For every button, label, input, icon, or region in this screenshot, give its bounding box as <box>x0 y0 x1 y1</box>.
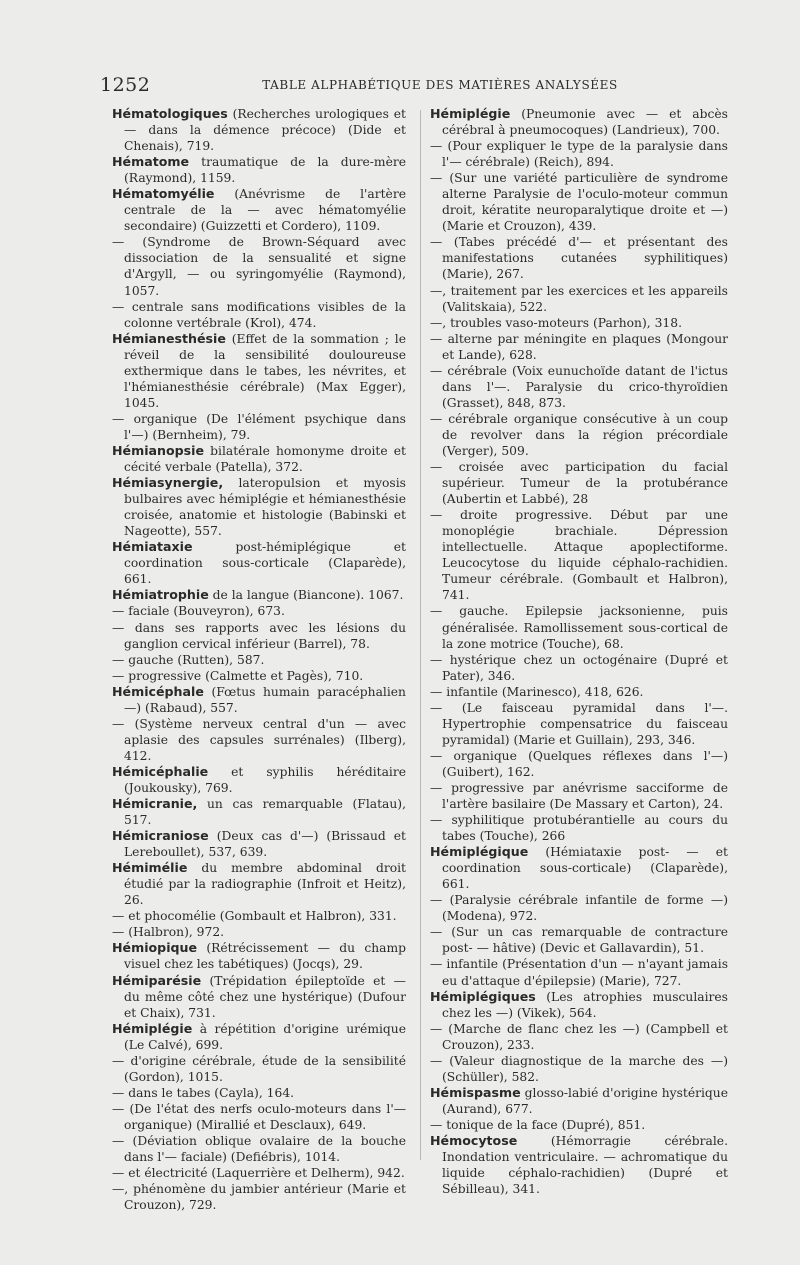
entry-text: bilatérale homonyme droite et cécité verbale (Patella), 372. <box>124 443 406 475</box>
index-entry <box>112 299 406 331</box>
index-entry <box>112 603 406 619</box>
index-entry <box>112 940 406 972</box>
entry-text: — cérébrale (Voix eunuchoïde datant de l'ictus dans l'—. Paralysie du crico-thyroïdien (Grasset), 848, 873. <box>430 363 728 410</box>
entry-text: —, traitement par les exercices et les appareils (Valitskaia), 522. <box>430 283 728 314</box>
entry-headword: Hémiasynergie, <box>112 475 224 491</box>
index-entry <box>112 443 406 475</box>
entry-text: — (Déviation oblique ovalaire de la bouche dans l'— faciale) (Defiébris), 1014. <box>112 1134 406 1165</box>
entry-text: — dans ses rapports avec les lésions du ganglion cervical inférieur (Barrel), 78. <box>112 620 406 651</box>
entry-text: — cérébrale organique consécutive à un coup de revolver dans la région précordiale (Verger), 509. <box>430 411 728 458</box>
index-entry <box>430 652 728 684</box>
index-entry <box>112 106 406 154</box>
entry-headword: Hémicéphalie <box>112 763 209 779</box>
entry-text: — faciale (Bouveyron), 673. <box>112 604 285 619</box>
index-entry <box>430 1117 728 1133</box>
entry-headword: Hémiatrophie <box>112 587 209 603</box>
entry-headword: Hémiopique <box>112 940 198 956</box>
entry-text: —, troubles vaso-moteurs (Parhon), 318. <box>430 315 682 330</box>
index-entry <box>430 956 728 988</box>
index-entry <box>430 507 728 603</box>
index-entry <box>112 1181 406 1213</box>
entry-text: (Deux cas d'—) (Brissaud et Lereboullet), 537, 639. <box>124 829 406 860</box>
entry-text: du membre abdominal droit étudié par la radiographie (Infroit et Heitz), 26. <box>124 861 406 908</box>
entry-text: — dans le tabes (Cayla), 164. <box>112 1085 295 1100</box>
index-entry <box>112 154 406 186</box>
index-entry <box>430 844 728 892</box>
entry-text: — et électricité (Laquerrière et Delherm), 942. <box>112 1166 405 1181</box>
entry-text: — (Sur une variété particulière de syndrome alterne Paralysie de l'oculo-moteur commun droit, kératite neuroparalytique droite et —) (Marie et Crouzon), 439. <box>430 171 728 234</box>
index-entry <box>430 1053 728 1085</box>
index-entry <box>430 700 728 748</box>
entry-headword: Hémianopsie <box>112 442 205 458</box>
index-entry <box>430 812 728 844</box>
entry-text: à répétition d'origine urémique (Le Calvé), 699. <box>124 1021 406 1052</box>
entry-headword: Hémiplégie <box>430 106 511 121</box>
entry-text: (Recherches urologiques et — dans la démence précoce) (Dide et Chenais), 719. <box>124 107 406 154</box>
index-entry <box>112 716 406 764</box>
index-entry <box>112 973 406 1021</box>
entry-text: traumatique de la dure-mère (Raymond), 1159. <box>124 155 406 186</box>
index-entry <box>112 860 406 908</box>
entry-text: — organique (Quelques réflexes dans l'—) (Guibert), 162. <box>430 748 728 779</box>
entry-text: (Les atrophies musculaires chez les —) (Vikek), 564. <box>442 989 728 1020</box>
entry-text: un cas remarquable (Flatau), 517. <box>124 797 406 828</box>
entry-text: — (Paralysie cérébrale infantile de forme —) (Modena), 972. <box>430 893 728 924</box>
index-entry <box>112 234 406 298</box>
column-divider <box>420 110 421 1160</box>
index-entry <box>112 1053 406 1085</box>
entry-text: — infantile (Marinesco), 418, 626. <box>430 684 644 699</box>
entry-headword: Hématome <box>112 154 190 170</box>
index-entry <box>430 892 728 924</box>
entry-text: — d'origine cérébrale, étude de la sensibilité (Gordon), 1015. <box>112 1053 406 1084</box>
entry-text: — syphilitique protubérantielle au cours du tabes (Touche), 266 <box>430 813 728 844</box>
index-entry <box>112 684 406 716</box>
index-entry <box>112 620 406 652</box>
index-entry <box>112 764 406 796</box>
index-entry <box>112 1101 406 1133</box>
index-entry <box>430 331 728 363</box>
entry-text: — (Marche de flanc chez les —) (Campbell et Crouzon), 233. <box>430 1021 728 1052</box>
entry-text: — et phocomélie (Gombault et Halbron), 331. <box>112 909 397 924</box>
entry-headword: Hémianesthésie <box>112 330 226 346</box>
index-entry <box>430 748 728 780</box>
entry-headword: Hémiplégique <box>430 844 529 860</box>
index-entry <box>112 331 406 411</box>
entry-text: (Pneumonie avec — et abcès cérébral à pneumocoques) (Landrieux), 700. <box>442 107 728 138</box>
index-entry <box>430 1133 728 1197</box>
entry-text: (Anévrisme de l'artère centrale de la — avec hématomyélie secondaire) (Guizzetti et Cordero), 1109. <box>124 187 406 234</box>
entry-text: post-hémiplégique et coordination sous-corticale (Claparède), 661. <box>124 540 406 587</box>
entry-headword: Hémiplégiques <box>430 988 536 1004</box>
index-entry <box>430 315 728 331</box>
entry-text: de la langue (Biancone). 1067. <box>212 588 404 603</box>
entry-text: — (Pour expliquer le type de la paralysie dans l'— cérébrale) (Reich), 894. <box>430 139 728 170</box>
index-entry <box>430 459 728 507</box>
index-entry <box>430 234 728 282</box>
entry-headword: Hémiataxie <box>112 539 193 555</box>
index-entry <box>112 828 406 860</box>
entry-headword: Hémispasme <box>430 1084 521 1100</box>
entry-headword: Hémimélie <box>112 860 188 876</box>
entry-text: — organique (De l'élément psychique dans l'—) (Bernheim), 79. <box>112 411 406 442</box>
entry-headword: Hématologiques <box>112 106 228 121</box>
index-entry <box>112 587 406 603</box>
entry-text: — progressive par anévrisme sacciforme de l'artère basilaire (De Massary et Carton), 24. <box>430 780 728 812</box>
index-entry <box>112 186 406 234</box>
entry-text: — (Halbron), 972. <box>112 925 225 940</box>
index-entry <box>430 1085 728 1117</box>
entry-text: — droite progressive. Début par une monoplégie brachiale. Dépression intellectuelle. Attaque apoplectiforme. Leucocytose du liquide céphalo-rachidien. Tumeur cérébrale. (Gombault et Halbron), 741. <box>430 508 728 603</box>
index-entry <box>112 1165 406 1181</box>
index-entry <box>112 652 406 668</box>
entry-text: (Fœtus humain paracéphalien —) (Rabaud), 557. <box>124 684 406 715</box>
entry-text: — progressive (Calmette et Pagès), 710. <box>112 668 364 683</box>
entry-headword: Hémiplégie <box>112 1020 193 1036</box>
index-entry <box>112 539 406 587</box>
index-entry <box>430 106 728 138</box>
index-entry <box>430 603 728 651</box>
entry-text: — tonique de la face (Dupré), 851. <box>430 1117 646 1132</box>
index-entry <box>430 283 728 315</box>
entry-text: — (Tabes précédé d'— et présentant des manifestations cutanées syphilitiques) (Marie), 267. <box>430 235 728 282</box>
entry-headword: Hémicéphale <box>112 683 204 699</box>
index-entry <box>112 1133 406 1165</box>
entry-text: et syphilis héréditaire (Joukousky), 769. <box>124 764 406 795</box>
index-entry <box>430 989 728 1021</box>
index-entry <box>430 684 728 700</box>
entry-headword: Hémicranie, <box>112 796 198 812</box>
entry-text: — infantile (Présentation d'un — n'ayant jamais eu d'attaque d'épilepsie) (Marie), 727. <box>430 957 728 988</box>
page-header <box>100 74 740 94</box>
index-entry <box>430 780 728 812</box>
index-entry <box>112 1085 406 1101</box>
page-number: 1252 <box>100 74 151 96</box>
entry-headword: Hématomyélie <box>112 186 215 202</box>
entry-text: — (Syndrome de Brown-Séquard avec dissociation de la sensualité et signe d'Argyll, — ou syringomyélie (Raymond), 1057. <box>112 235 406 298</box>
entry-text: — gauche (Rutten), 587. <box>112 652 265 667</box>
entry-text: — (Système nerveux central d'un — avec aplasie des capsules surrénales) (Ilberg), 412. <box>112 716 406 763</box>
entry-text: — alterne par méningite en plaques (Mongour et Lande), 628. <box>430 331 728 362</box>
index-entry <box>430 170 728 234</box>
entry-headword: Hémocytose <box>430 1133 518 1148</box>
entry-text: — centrale sans modifications visibles de la colonne vertébrale (Krol), 474. <box>112 299 406 330</box>
index-entry <box>112 475 406 539</box>
index-entry <box>112 1021 406 1053</box>
entry-text: glosso-labié d'origine hystérique (Aurand), 677. <box>442 1085 728 1116</box>
index-entry <box>430 363 728 411</box>
running-title: TABLE ALPHABÉTIQUE DES MATIÈRES ANALYSÉES <box>262 78 618 92</box>
index-entry <box>112 924 406 940</box>
index-column-right <box>430 106 728 1197</box>
index-entry <box>112 908 406 924</box>
entry-text: — (Le faisceau pyramidal dans l'—. Hypertrophie compensatrice du faisceau pyramidal) (Marie et Guillain), 293, 346. <box>430 700 728 747</box>
entry-headword: Hémicraniose <box>112 828 209 844</box>
index-entry <box>112 411 406 443</box>
index-entry <box>430 924 728 956</box>
entry-text: — (De l'état des nerfs oculo-moteurs dans l'— organique) (Mirallié et Desclaux), 649. <box>112 1101 406 1132</box>
entry-text: (Hémorragie cérébrale. Inondation ventriculaire. — achromatique du liquide céphalo-rachidien) (Dupré et Sébilleau), 341. <box>442 1134 728 1197</box>
entry-text: (Effet de la sommation ; le réveil de la sensibilité douloureuse exthermique dans le tabes, les névrites, et l'hémianesthésie cérébrale) (Max Egger), 1045. <box>124 331 406 410</box>
entry-text: —, phénomène du jambier antérieur (Marie et Crouzon), 729. <box>112 1182 406 1213</box>
entry-text: — (Valeur diagnostique de la marche des —) (Schüller), 582. <box>430 1053 728 1084</box>
entry-text: — croisée avec participation du facial supérieur. Tumeur de la protubérance (Aubertin et Labbé), 28 <box>430 460 728 507</box>
entry-text: (Rétrécissement — du champ visuel chez les tabétiques) (Jocqs), 29. <box>124 941 406 972</box>
index-entry <box>430 1021 728 1053</box>
entry-headword: Hémiparésie <box>112 972 202 988</box>
entry-text: — (Sur un cas remarquable de contracture post- — hâtive) (Devic et Gallavardin), 51. <box>430 925 728 956</box>
index-entry <box>112 668 406 684</box>
index-column-left <box>112 106 406 1213</box>
index-entry <box>112 796 406 828</box>
entry-text: lateropulsion et myosis bulbaires avec hémiplégie et hémianesthésie croisée, anatomie et histologie (Babinski et Nageotte), 557. <box>124 476 406 539</box>
entry-text: (Trépidation épileptoïde et — du même côté chez une hystérique) (Dufour et Chaix), 731. <box>124 973 406 1020</box>
entry-text: (Hémiataxie post- — et coordination sous-corticale) (Claparède), 661. <box>442 845 728 892</box>
entry-text: — hystérique chez un octogénaire (Dupré et Pater), 346. <box>430 652 728 683</box>
entry-text: — gauche. Epilepsie jacksonienne, puis généralisée. Ramollissement sous-cortical de la zone motrice (Touche), 68. <box>430 604 728 651</box>
index-entry <box>430 411 728 459</box>
index-entry <box>430 138 728 170</box>
